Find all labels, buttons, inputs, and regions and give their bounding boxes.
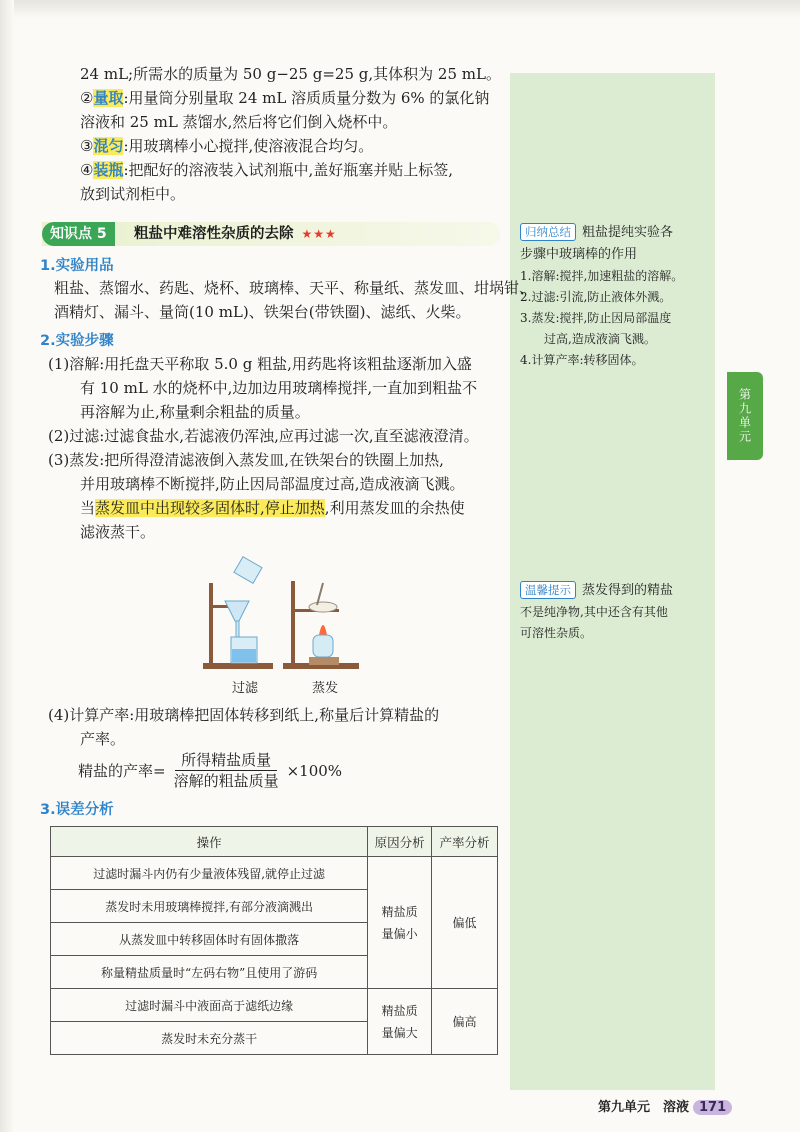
evaporation-apparatus-icon [283,581,359,669]
tip-tag: 温馨提示 [520,581,576,599]
page-number: 171 [693,1100,732,1115]
materials-text: 粗盐、蒸馏水、药匙、烧杯、玻璃棒、天平、称量纸、蒸发皿、坩埚钳、 酒精灯、漏斗、量筒(10 mL)、铁架台(带铁圈)、滤纸、火柴。 [54,279,535,321]
summary-tag: 归纳总结 [520,223,576,241]
intro-text: 24 mL;所需水的质量为 50 g−25 g=25 g,其体积为 25 mL。 ②量取:用量筒分别量取 24 mL 溶质质量分数为 6% 的氯化钠 溶液和 25 mL 蒸馏水,然后将它们倒入烧杯中。 ③混匀:用玻璃棒小心搅拌,使溶液混合均匀。 ④装瓶:把配好的溶液装入试剂瓶中,盖好瓶塞并贴上标签, 放到试剂柜中。 [80,65,501,203]
table-header-row: 操作 原因分析 产率分析 [51,827,498,857]
difficulty-stars: ★★★ [301,227,337,241]
highlight-stop-heating: 蒸发皿中出现较多固体时,停止加热 [95,499,325,517]
table-row: 称量精盐质量时“左码右物”且使用了游码 [51,956,498,989]
table-row: 过滤时漏斗内仍有少量液体残留,就停止过滤 精盐质 量偏小 偏低 [51,857,498,890]
error-analysis-table [50,826,498,1055]
filtration-apparatus-icon [203,557,273,669]
unit-tab[interactable]: 第九单元 [727,372,763,460]
summary-note: 归纳总结 粗盐提纯实验各 步骤中玻璃棒的作用 1.溶解:搅拌,加速粗盐的溶解。 2.过滤:引流,防止液体外溅。 3.蒸发:搅拌,防止因局部温度 过高,造成液滴飞溅。 4.计算产率:转移固体。 [520,225,684,367]
yield-step-text: (4)计算产率:用玻璃棒把固体转移到纸上,称量后计算精盐的 产率。 [48,706,440,748]
section-heading-steps: 2.实验步骤 [40,333,114,349]
apparatus-illustration [195,553,365,673]
table-row: 过滤时漏斗中液面高于滤纸边缘 精盐质 量偏大 偏高 [51,989,498,1022]
table-row: 蒸发时未用玻璃棒搅拌,有部分液滴溅出 [51,890,498,923]
section-heading-materials: 1.实验用品 [40,258,114,274]
caption-filtration: 过滤 [232,681,259,696]
page-left-shadow [0,0,14,1132]
page-footer: 第九单元 溶液 171 [598,1096,732,1115]
yield-formula: 精盐的产率= $\frac{\text{所得精盐质量}}{\text{溶解的粗盐质量}}$ ×100% [78,751,343,790]
steps-text: (1)溶解:用托盘天平称取 5.0 g 粗盐,用药匙将该粗盐逐渐加入盛 有 10 mL 水的烧杯中,边加边用玻璃棒搅拌,一直加到粗盐不 再溶解为止,称量剩余粗盐的质量。 (2)过滤:过滤食盐水,若滤液仍浑浊,应再过滤一次,直至滤液澄清。 (3)蒸发:把所得澄清滤液倒入蒸发皿,在铁架台的铁圈上加热, 并用玻璃棒不断搅拌,防止因局部温度过高,造成液滴飞溅。 当蒸发皿中出现较多固体时,停止加热,利用蒸发皿的余热使 滤液蒸干。 [48,355,479,541]
page-top-shadow [0,0,800,18]
knowledge-point-header [42,222,500,246]
table-row: 蒸发时未充分蒸干 [51,1022,498,1055]
section-heading-error-analysis: 3.误差分析 [40,802,114,818]
tip-note: 温馨提示 蒸发得到的精盐 不是纯净物,其中还含有其他 可溶性杂质。 [520,583,674,640]
table-row: 从蒸发皿中转移固体时有固体撒落 [51,923,498,956]
knowledge-point-badge: 知识点 5 [42,222,115,246]
knowledge-point-title: 粗盐中难溶性杂质的去除 ★★★ [134,226,337,242]
caption-evaporation: 蒸发 [312,681,339,696]
